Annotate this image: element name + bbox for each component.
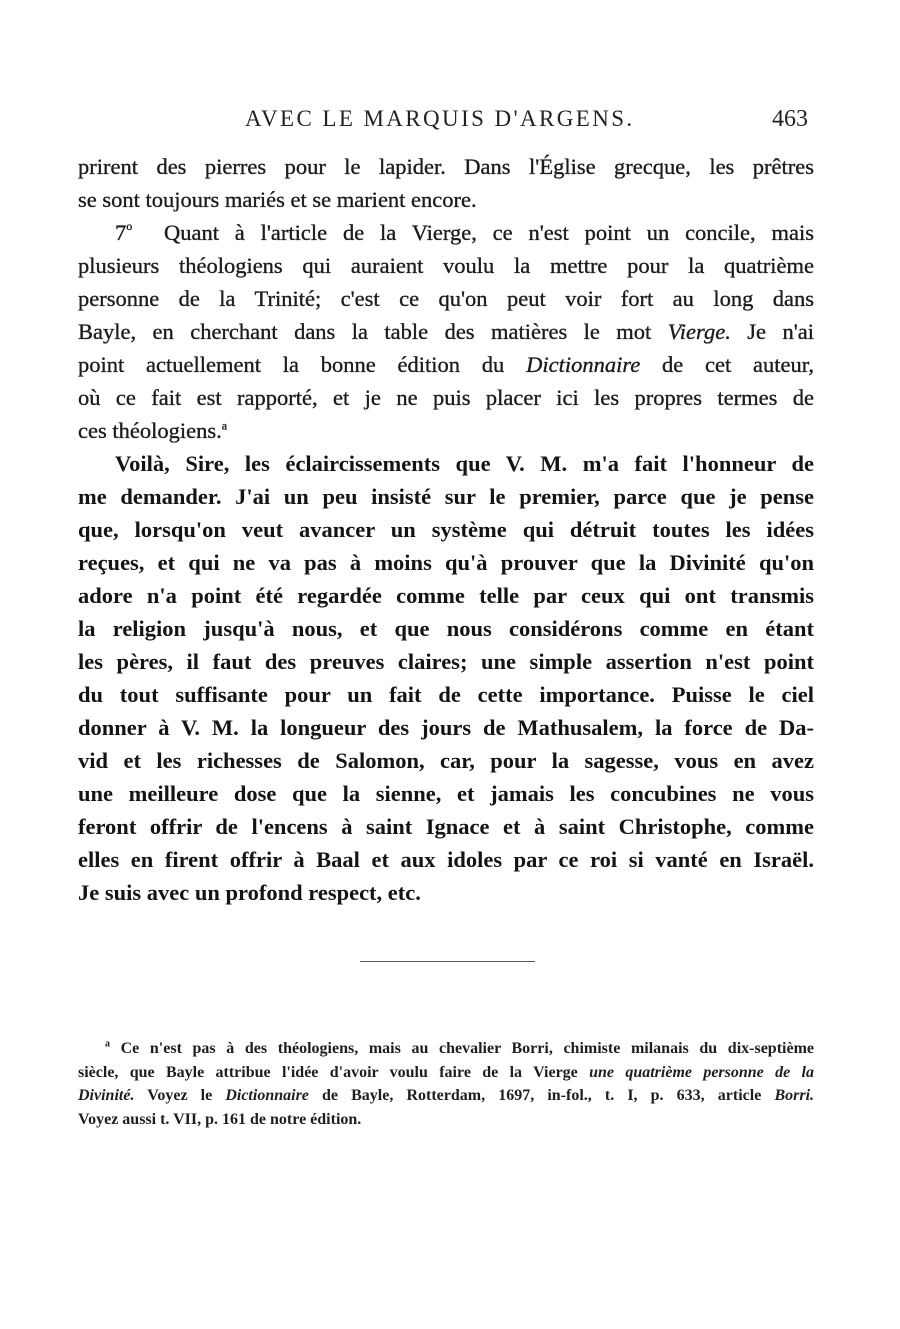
text-line: adore n'a point été regardée comme telle par ceux qui ont transmis [78,583,814,608]
italic-term: Borri. [774,1087,815,1104]
text-line: personne de la Trinité; c'est ce qu'on peut voir fort au long dans [78,286,814,311]
text-segment: ces théologiens. [78,418,222,443]
text-line: me demander. J'ai un peu insisté sur le premier, parce que je pense [78,484,814,509]
text-line: vid et les richesses de Salomon, car, pour la sagesse, vous en avez [78,748,814,773]
text-line: les pères, il faut des preuves claires; une simple assertion n'est point [78,649,814,674]
footnote-line [78,1084,814,1108]
footnote-line [78,1037,814,1061]
footnote-line [78,1061,814,1085]
italic-quote: une quatrième personne de la [589,1063,814,1081]
text-segment: de cet auteur, [640,352,814,377]
paragraph-3 [78,447,814,909]
text-line: Je suis avec un profond respect, etc. [78,880,421,905]
text-line [78,315,814,348]
running-head [0,106,900,140]
text-segment: Bayle, en cherchant dans la table des matières le mot [78,319,668,344]
text-line: reçues, et qui ne va pas à moins qu'à prouver que la Divinité qu'on [78,550,814,575]
paragraph-1 [78,150,814,216]
text-segment: Voyez le [134,1087,226,1104]
footnote-marker: a [221,418,228,433]
text-line: du tout suffisante pour un fait de cette importance. Puisse le ciel [78,682,814,707]
text-line: où ce fait est rapporté, et je ne puis placer ici les propres termes de [78,385,814,410]
paragraph-2 [78,216,814,447]
body-text [78,150,814,909]
text-segment: Quant à l'article de la Vierge, ce n'est point un concile, mais [163,220,815,245]
footnote-line: Voyez aussi t. VII, p. 161 de notre édition. [78,1110,362,1128]
running-title: AVEC LE MARQUIS D'ARGENS. [245,106,635,131]
text-line: se sont toujours mariés et se marient encore. [78,187,477,212]
text-segment: de Bayle, Rotterdam, 1697, in-fol., t. I, p. 633, article [308,1087,775,1104]
text-line: Voilà, Sire, les éclaircissements que V. M. m'a fait l'honneur de [115,451,814,476]
text-line: elles en firent offrir à Baal et aux idoles par ce roi si vanté en Israël. [78,847,814,872]
footnote [78,1037,814,1131]
text-line: une meilleure dose que la sienne, et jamais les concubines ne vous [78,781,814,806]
text-segment: Je n'ai [730,319,814,344]
italic-title: Dictionnaire [225,1087,309,1104]
text-segment: point actuellement la bonne édition du [78,352,527,377]
section-divider [360,961,535,962]
paragraph-number: 7 [115,220,127,245]
text-line: prirent des pierres pour le lapider. Dans l'Église grecque, les prêtres [78,154,814,179]
ordinal-degree: o [126,219,133,233]
page-number: 463 [772,106,808,132]
footnote-marker: a [105,1038,110,1050]
italic-title: Dictionnaire [526,352,641,377]
text-segment: Ce n'est pas à des théologiens, mais au chevalier Borri, chimiste milanais du dix-septième [110,1040,814,1057]
italic-term: Vierge. [667,319,731,344]
text-line [78,216,814,249]
text-line: que, lorsqu'on veut avancer un système qui détruit toutes les idées [78,517,814,542]
italic-quote: Divinité. [78,1087,135,1104]
text-line: donner à V. M. la longueur des jours de Mathusalem, la force de Da- [78,715,814,740]
text-line [78,348,814,381]
text-line: la religion jusqu'à nous, et que nous considérons comme en étant [78,616,814,641]
text-line: plusieurs théologiens qui auraient voulu la mettre pour la quatrième [78,253,814,278]
text-line: feront offrir de l'encens à saint Ignace et à saint Christophe, comme [78,814,814,839]
text-line [78,414,814,447]
text-segment: siècle, que Bayle attribue l'idée d'avoir voulu faire de la Vierge [78,1063,590,1081]
